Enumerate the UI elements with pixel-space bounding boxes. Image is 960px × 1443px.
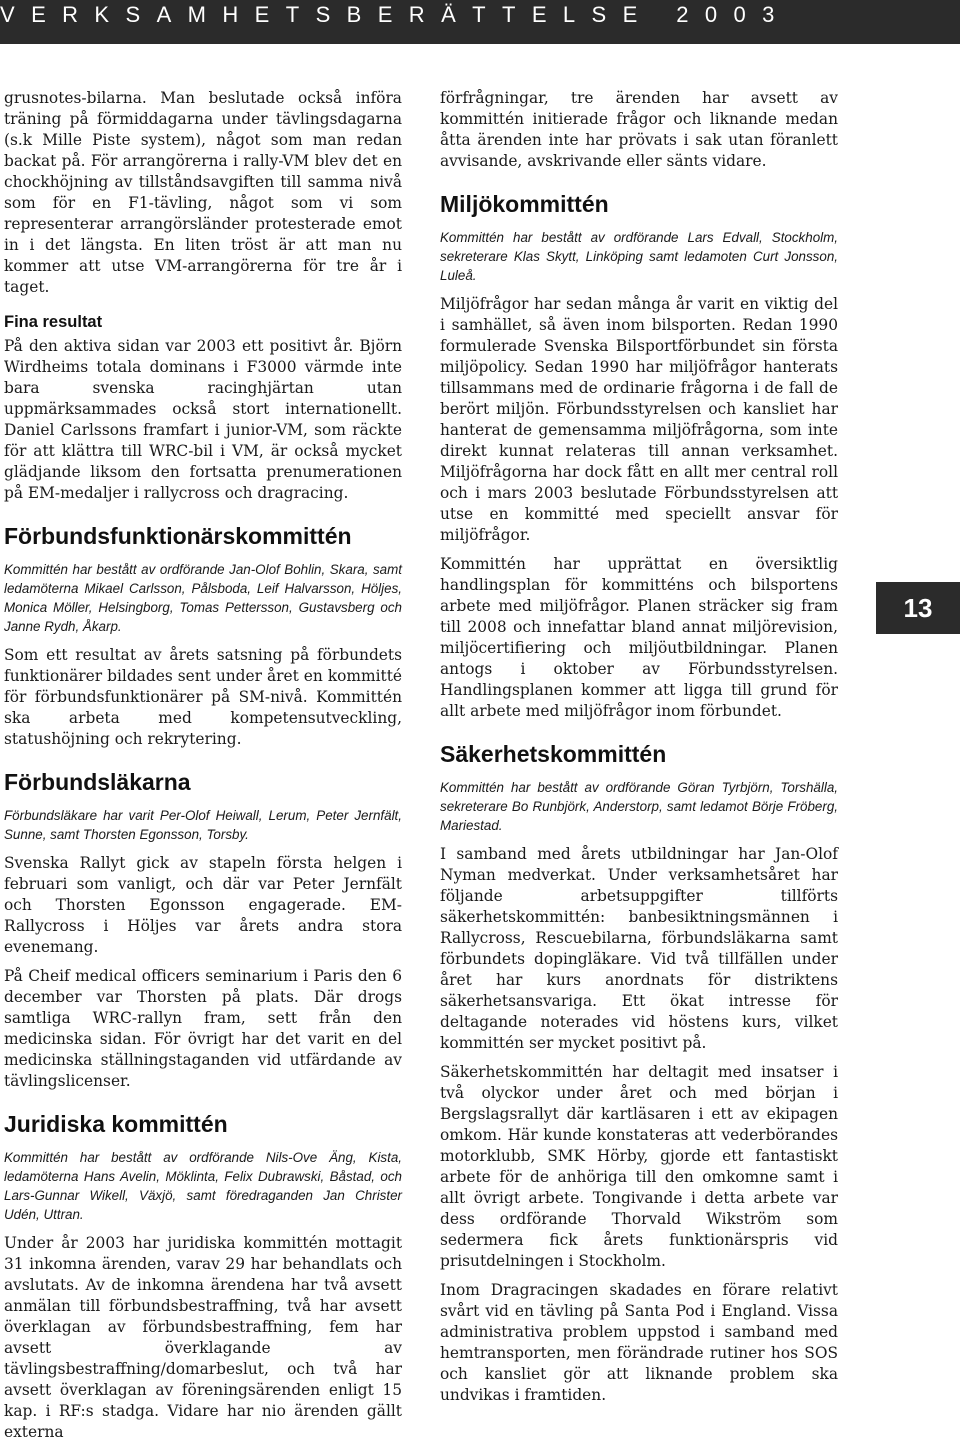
header-band (0, 0, 960, 44)
subheading-fina-resultat: Fina resultat (4, 313, 103, 331)
committee-intro: Kommittén har bestått av ordförande Lars Edvall, Stockholm, sekreterare Klas Skytt, Linköping samt ledamoten Curt Jonsson, Luleå. (440, 230, 838, 283)
committee-intro: Kommittén har bestått av ordförande Jan-Olof Bohlin, Skara, samt ledamöterna Mikael Carlsson, Pålsboda, Leif Halvarsson, Höljes, Monica Möller, Helsingborg, Tomas Pettersson, Gustavsberg och Janne Rydh, Åkarp. (4, 562, 402, 634)
paragraph: Inom Dragracingen skadades en förare relativt svårt vid en tävling på Santa Pod i England. Vissa administrativa problem uppstod i samband med hemtransporten, men förändrade rutiner hos SOS och kansliet gör att liknande problem ska undvikas i framtiden. (440, 1281, 838, 1404)
paragraph: På Cheif medical officers seminarium i Paris den 6 december var Thorsten på plats. Där drogs samtliga WRC-rallyn fram, sett från den medicinska sidan. För övrigt har det varit en del medicinska ställningstaganden vid utfärdande av tävlingslicenser. (4, 967, 402, 1090)
paragraph: Kommittén har upprättat en översiktlig handlingsplan för kommitténs och bilsportens arbete med miljöfrågor. Planen sträcker sig fram till 2008 och innefattar bland annat miljörevision, miljöcertifiering och miljöutbildningar. Planen antogs i oktober av Förbundsstyrelsen. Handlingsplanen kommer att ligga till grund för allt arbete med miljöfrågor inom förbundet. (440, 555, 838, 720)
paragraph: På den aktiva sidan var 2003 ett positivt år. Björn Wirdheims totala dominans i F3000 värmde inte bara svenska racinghjärtan utan uppmärksammades också stort internationellt. Daniel Carlssons framfart i junior-VM, som räckte för att klättra till WRC-bil i VM, är också mycket glädjande liksom den fortsatta prenumerationen på EM-medaljer i rallycross och dragracing. (4, 337, 402, 502)
heading-juridiska-kommitten: Juridiska kommittén (4, 1111, 228, 1137)
paragraph: I samband med årets utbildningar har Jan-Olof Nyman medverkat. Under verksamhetsåret har följande arbetsuppgifter tillförts säkerhetskommittén: banbesiktningsmännen i Rallycross, Rescuebilarna, förbundsläkarna samt förbundets dopingläkare. Vid två tillfällen under året har kurs anordnats för distriktens säkerhetsansvariga. Ett ökat intresse för deltagande noterades vid höstens kurs, vilket kommittén ser mycket positivt på. (440, 845, 838, 1052)
page-number: 13 (903, 593, 933, 623)
heading-miljokommitten: Miljökommittén (440, 191, 609, 217)
heading-forbundsfunktionarskommitten: Förbundsfunktionärskommittén (4, 523, 352, 549)
heading-forbundslakarna: Förbundsläkarna (4, 769, 191, 795)
right-column (440, 88, 838, 1406)
paragraph: Miljöfrågor har sedan många år varit en viktig del i samhället, så även inom bilsporten. Redan 1990 formulerade Svenska Bilsportförbundet sin första miljöpolicy. Sedan 1990 har miljöfrågor hanterats tillsammans med de ordinarie frågorna i de fall de berört miljön. Förbundsstyrelsen och kansliet har hanterat de gemensamma miljöfrågorna, som inte direkt kunnat relateras till annan verksamhet. Miljöfrågorna har dock fått en allt mer central roll och i mars 2003 beslutade Förbundsstyrelsen att utse en kommitté med speciellt ansvar för miljöfrågor. (440, 295, 838, 544)
paragraph: Säkerhetskommittén har deltagit med insatser i två olyckor under året och med början i Bergslagsrallyt där kartläsaren i ett av ekipagen omkom. Här kunde konstateras att vederbörandes motorklubb, SMK Hörby, gjorde ett fantastiskt arbete för de anhöriga till den omkomne samt i allt övrigt arbete. Tongivande i detta arbete var dess ordförande Thorvald Wikström som sedermera fick årets funktionärspris vid prisutdelningen i Stockholm. (440, 1063, 838, 1270)
paragraph: grusnotes-bilarna. Man beslutade också införa träning på förmiddagarna under tävlingsdagarna (s.k Mille Piste system), något som man redan backat på. För arrangörerna i rally-VM blev det en chockhöjning av tillståndsavgiften till samma nivå som för en F1-tävling, något som vi som representerar arrangörsländer protesterade emot in i det längsta. En liten tröst är att man nu kommer att utse VM-arrangörerna för tre år i taget. (4, 89, 402, 296)
paragraph: Svenska Rallyt gick av stapeln första helgen i februari som vanligt, och där var Peter Jernfält och Thorsten Egonsson engagerade. EM-Rallycross i Höljes var årets andra stora evenemang. (4, 854, 402, 956)
paragraph: förfrågningar, tre ärenden har avsett av kommittén initierade frågor och liknande medan åtta ärenden inte har prövats i sak utan föranlett avvisande, avskrivande eller sänts vidare. (440, 89, 838, 170)
heading-sakerhetskommitten: Säkerhetskommittén (440, 741, 667, 767)
paragraph: Under år 2003 har juridiska kommittén mottagit 31 inkomna ärenden, varav 29 har behandlats och avslutats. Av de inkomna ärendena har två avsett anmälan till förbundsbestraffning, två har avsett överklagan av förbundsbestraffning, fem har avsett överklagande av tävlingsbestraffning/domarbeslut, och två har avsett överklagan av föreningsärenden enligt 15 kap. i RF:s stadga. Vidare har nio ärenden gällt externa (4, 1234, 402, 1441)
committee-intro: Kommittén har bestått av ordförande Nils-Ove Äng, Kista, ledamöterna Hans Avelin, Möklinta, Felix Dubrawski, Båstad, och Lars-Gunnar Wikell, Växjö, samt föredraganden Jan Christer Udén, Uttran. (4, 1150, 402, 1222)
left-column (4, 88, 402, 1443)
paragraph: Som ett resultat av årets satsning på förbundets funktionärer bildades sent under året en kommitté för förbundsfunktionärer på SM-nivå. Kommittén ska arbeta med kompetensutveckling, statushöjning och rekrytering. (4, 646, 402, 748)
page-number-tab (876, 582, 960, 634)
committee-intro: Kommittén har bestått av ordförande Göran Tyrbjörn, Torshälla, sekreterare Bo Runbjörk, Anderstorp, samt ledamot Börje Fröberg, Mariestad. (440, 780, 838, 833)
running-header-title: VERKSAMHETSBERÄTTELSE 2003 (0, 2, 791, 27)
committee-intro: Förbundsläkare har varit Per-Olof Heiwall, Lerum, Peter Jernfält, Sunne, samt Thorsten Egonsson, Torsby. (4, 808, 402, 842)
